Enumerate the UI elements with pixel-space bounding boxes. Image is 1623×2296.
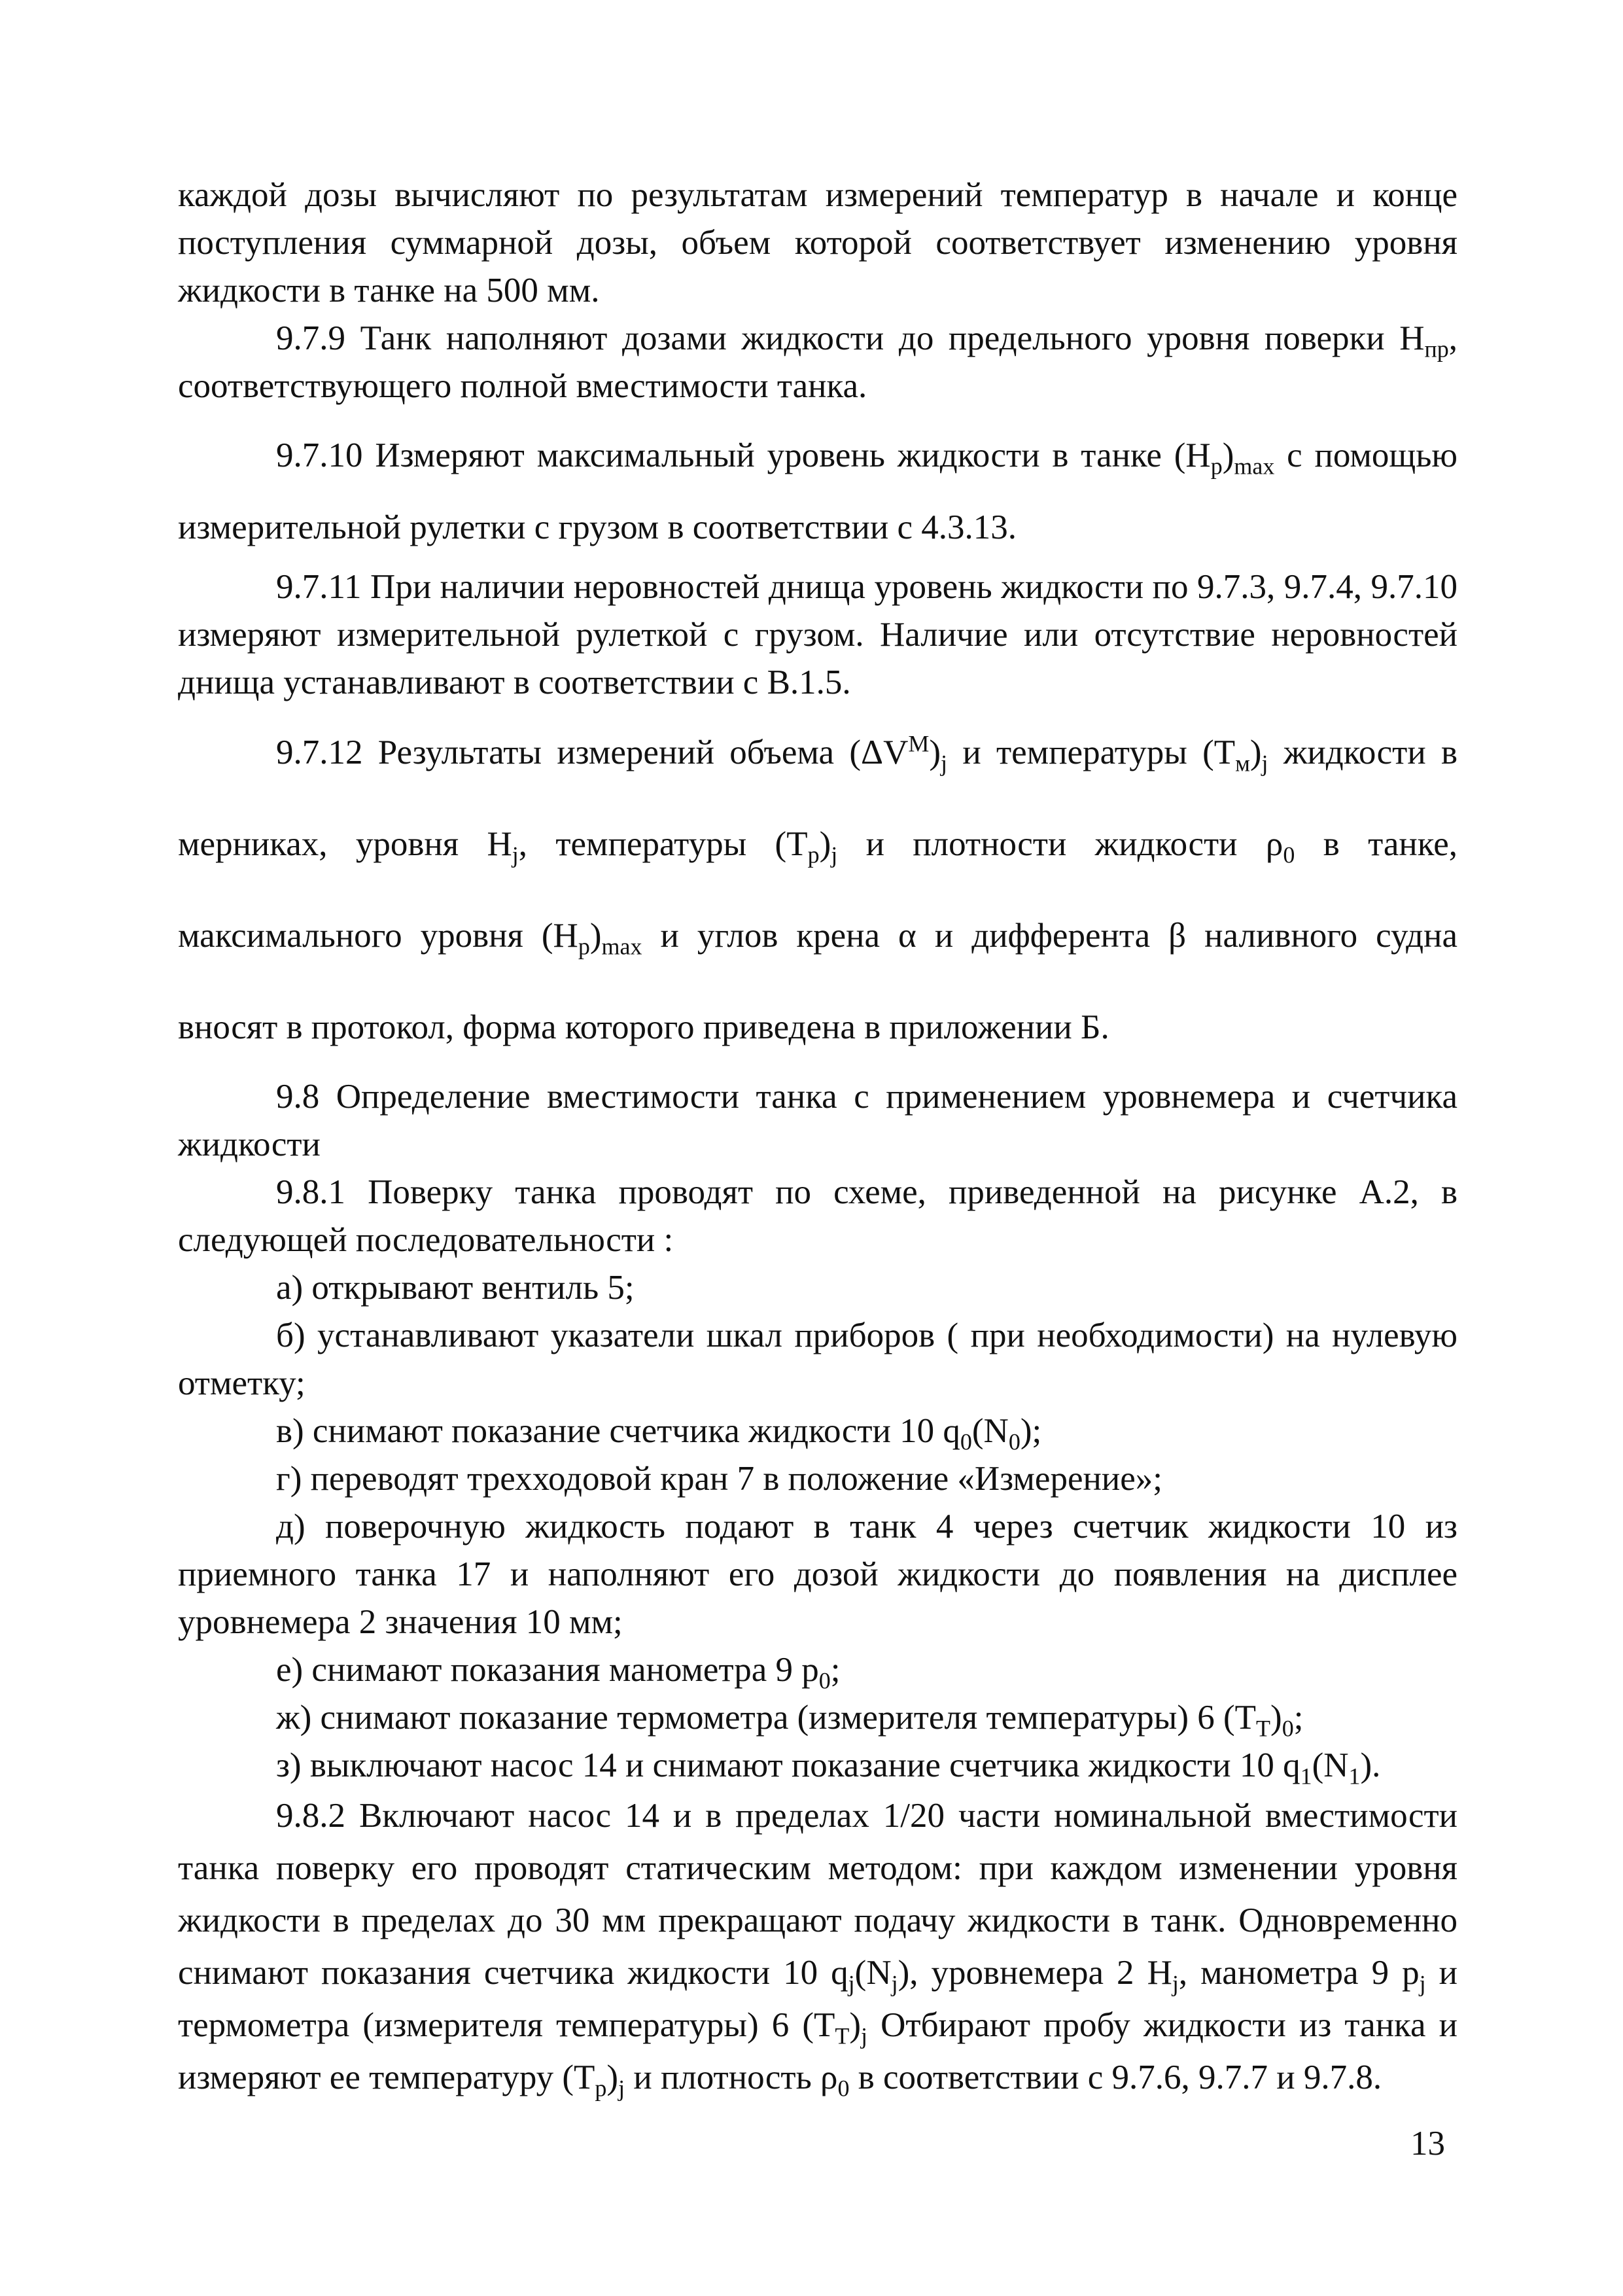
paragraph-9-8-1: 9.8.1 Поверку танка проводят по схеме, приведенной на рисунке А.2, в следующей последовательности : [178,1173,1457,1259]
text-block [178,171,1457,2104]
list-item-zh: ж) снимают показание термометра (измерителя температуры) 6 $(T_Т)_0$; [276,1699,1304,1742]
heading-9-8: 9.8 Определение вместимости танка с применением уровнемера и счетчика жидкости [178,1078,1457,1163]
paragraph-9-8-2: 9.8.2 Включают насос 14 и в пределах 1/20 части номинальной вместимости танка поверку его проводят статическим методом: при каждом изменении уровня жидкости в пределах до 30 мм прекращают подачу жидкости в танк. Одновременно снимают показания счетчика жидкости 10 $q_j(N_j)$, уровнемера 2 $H_j$, манометра 9 $p_j$ и термометра (измерителя температуры) 6 $(T_Т)_j$ Отбирают пробу жидкости из танка и измеряют ее температуру $(T_p)_j$ и плотность $\rho_0$ в соответствии с 9.7.6, 9.7.7 и 9.7.8. [178,1797,1458,2102]
paragraph-9-7-10: 9.7.10 Измеряют максимальный уровень жидкости в танке $(H_p)_{max}$ с помощью измерительной рулетки с грузом в соответствии с 4.3.13. [178,436,1458,546]
list-item-z: з) выключают насос 14 и снимают показание счетчика жидкости 10 $q_1(N_1)$. [276,1746,1381,1790]
list-item-e: е) снимают показания манометра 9 $p_0$; [276,1651,841,1694]
list-item-v: в) снимают показание счетчика жидкости 10 $q_0(N_0)$; [276,1412,1042,1455]
page-number: 13 [1410,2125,1445,2163]
list-item-a: а) открывают вентиль 5; [276,1269,635,1307]
list-item-b: б) устанавливают указатели шкал приборов ( при необходимости) на нулевую отметку; [178,1316,1457,1402]
paragraph-9-7-9: 9.7.9 Танк наполняют дозами жидкости до предельного уровня поверки $H_{пр}$, соответствующего полной вместимости танка. [178,319,1457,405]
list-item-d: д) поверочную жидкость подают в танк 4 через счетчик жидкости 10 из приемного танка 17 и наполняют его дозой жидкости до появления на дисплее уровнемера 2 значения 10 мм; [178,1508,1457,1641]
paragraph-continuation: каждой дозы вычисляют по результатам измерений температур в начале и конце поступления суммарной дозы, объем которой соответствует изменению уровня жидкости в танке на 500 мм. [178,176,1457,309]
paragraph-9-7-12: 9.7.12 Результаты измерений объема $(\Delta V^М)_j$ и температуры $(T_м)_j$ жидкости в мерниках, уровня $H_j$, температуры $(T_p)_j$ и плотности жидкости $\rho_0$ в танке, максимального уровня $(H_p)_{max}$ и углов крена α и дифферента β наливного судна вносят в протокол, форма которого приведена в приложении Б. [178,730,1457,1046]
paragraph-9-7-11: 9.7.11 При наличии неровностей днища уровень жидкости по 9.7.3, 9.7.4, 9.7.10 измеряют измерительной рулеткой с грузом. Наличие или отсутствие неровностей днища устанавливают в соответствии с В.1.5. [178,568,1457,701]
list-item-g: г) переводят трехходовой кран 7 в положение «Измерение»; [276,1460,1162,1498]
